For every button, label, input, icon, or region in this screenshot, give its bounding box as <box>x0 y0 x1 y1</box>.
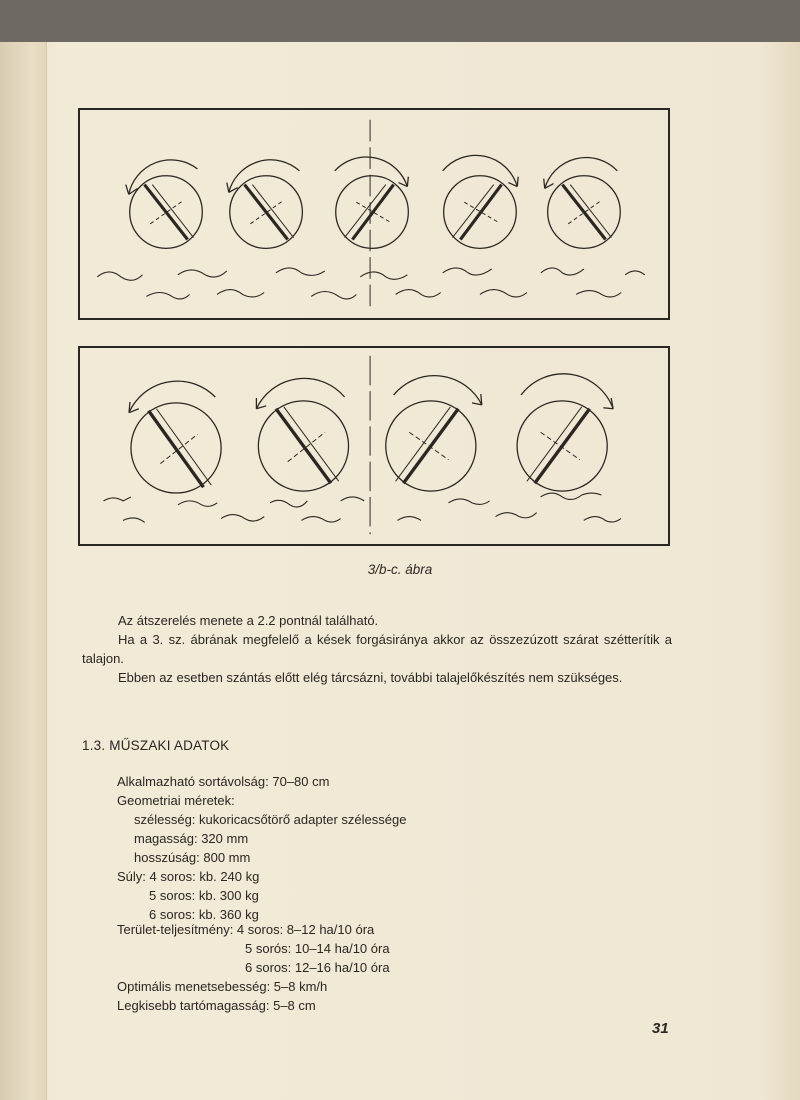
figure-bottom-four-rotors <box>78 346 670 546</box>
spec-weight-5: 5 soros: kb. 300 kg <box>149 888 259 903</box>
spec-weight-6: 6 soros: kb. 360 kg <box>149 907 259 922</box>
page-number: 31 <box>652 1020 669 1037</box>
spec-geometry-label: Geometriai méretek: <box>117 793 235 808</box>
paragraph-3: Ebben az esetben szántás előtt elég tárcsázni, további talajelőkészítés nem szükséges. <box>118 670 623 685</box>
spec-area-4: Terület-teljesítmény: 4 soros: 8–12 ha/10 óra <box>117 922 375 937</box>
spec-area-5: 5 sorós: 10–14 ha/10 óra <box>245 941 390 956</box>
spec-area-6: 6 soros: 12–16 ha/10 óra <box>245 960 390 975</box>
spec-height: magasság: 320 mm <box>134 831 249 846</box>
paragraph-1: Az átszerelés menete a 2.2 pontnál található. <box>118 613 379 628</box>
figure-top-five-rotors <box>78 108 670 320</box>
figure-caption: 3/b-c. ábra <box>367 562 433 577</box>
section-heading: 1.3. MŰSZAKI ADATOK <box>82 738 230 753</box>
rotor-diagram-top <box>80 110 668 318</box>
spec-length: hosszúság: 800 mm <box>134 850 251 865</box>
spec-weight-4: Súly: 4 soros: kb. 240 kg <box>117 869 260 884</box>
spec-min-height: Legkisebb tartómagasság: 5–8 cm <box>117 998 316 1013</box>
spec-row-spacing: Alkalmazható sortávolság: 70–80 cm <box>117 774 330 789</box>
paragraph-2: Ha a 3. sz. ábrának megfelelő a kések forgásiránya akkor az összezúzott szárat szétterítik a talajon. <box>82 632 672 666</box>
spec-speed: Optimális menetsebesség: 5–8 km/h <box>117 979 328 994</box>
spec-width: szélesség: kukoricacsőtörő adapter szélessége <box>134 812 407 827</box>
rotor-diagram-bottom <box>80 348 668 544</box>
